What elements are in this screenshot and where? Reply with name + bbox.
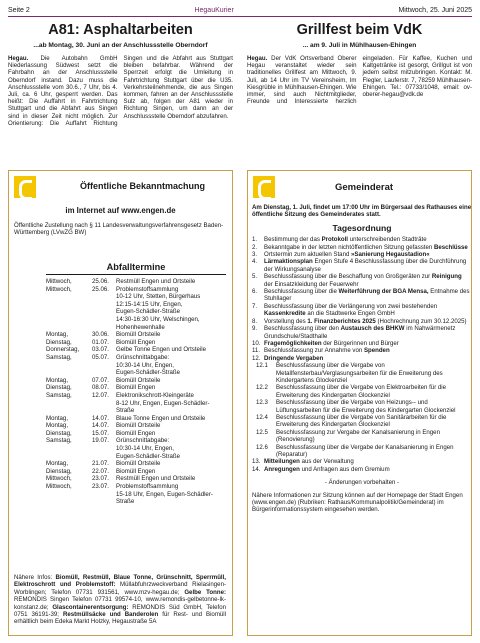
header-rule bbox=[8, 16, 472, 17]
agenda-item bbox=[252, 325, 472, 340]
agenda-item-keyword: Beschlüsse bbox=[433, 243, 468, 251]
waste-row-service: 15-18 Uhr, Engen, Eugen-Schädler-Straße bbox=[116, 490, 213, 506]
waste-row bbox=[46, 308, 226, 316]
agenda-item-keyword: Anregungen bbox=[264, 465, 300, 473]
waste-row-day: Dienstag, bbox=[46, 429, 72, 437]
article-a81-lead: Hegau. bbox=[8, 55, 29, 62]
agenda-item-text-pre: Beschlussfassung zur Annahme von bbox=[264, 347, 364, 355]
waste-row-day bbox=[46, 369, 92, 377]
agenda-item bbox=[252, 273, 472, 288]
waste-row bbox=[46, 460, 226, 468]
waste-row-date bbox=[92, 301, 116, 309]
agenda-item-text-post: unterschreibenden Stadträte bbox=[348, 236, 427, 244]
waste-row bbox=[46, 430, 226, 438]
waste-row-service: Blaue Tonne Engen und Ortsteile bbox=[116, 414, 206, 422]
waste-notes-bold1: Biomüll, Restmüll, Blaue Tonne, Grünschnitt, Sperrmüll, Elektroschrott und Problemstoff: bbox=[14, 574, 226, 589]
waste-row bbox=[46, 437, 226, 445]
waste-row bbox=[46, 286, 226, 294]
agenda-item-keyword: Kassenkredite bbox=[264, 310, 306, 318]
agenda-item bbox=[252, 466, 472, 473]
waste-row-date bbox=[92, 400, 116, 415]
agenda-item-text-post: an die Stadtwerke Engen GmbH bbox=[305, 310, 395, 318]
waste-row-date: 14.07. bbox=[92, 422, 109, 430]
agenda-title: Tagesordnung bbox=[332, 222, 392, 233]
council-footer: Nähere Informationen zur Sitzung können auf der Homepage der Stadt Engen (www.engen.de) (Rubriken: Rathaus/Kommunalpolitik/Gemeinderat) im Bürgerinformationssystem eingesehen werden. bbox=[252, 491, 463, 514]
waste-row-day bbox=[46, 324, 92, 332]
waste-row-service: Problemstoffsammlung bbox=[116, 483, 179, 491]
agenda-item-text-post: aus der Verwaltung bbox=[299, 458, 354, 466]
waste-row-service: Grünschnittabgabe: bbox=[116, 353, 170, 361]
waste-row-day: Mittwoch, bbox=[46, 285, 72, 293]
agenda-item bbox=[252, 318, 472, 325]
waste-row-date: 19.07. bbox=[92, 437, 109, 445]
agenda-subitem bbox=[252, 384, 472, 399]
waste-row-service: Biomüll Ortsteile bbox=[116, 331, 161, 339]
agenda-item-number: 13. bbox=[252, 458, 261, 466]
council-title: Gemeinderat bbox=[335, 182, 394, 193]
waste-row bbox=[46, 293, 226, 301]
waste-row-day bbox=[46, 308, 92, 316]
council-intro: Am Dienstag, 1. Juli, findet um 17:00 Uhr im Bürgersaal des Rathauses eine öffentliche Sitzung des Gemeinderates statt. bbox=[252, 204, 472, 219]
waste-row bbox=[46, 362, 226, 370]
agenda-item-text bbox=[264, 347, 472, 354]
waste-row bbox=[46, 331, 226, 339]
agenda-item-number: 3. bbox=[252, 251, 258, 259]
waste-row-date: 22.07. bbox=[92, 467, 109, 475]
agenda-subitem-text: Beschlussfassung über die Vergabe von Heizungs-- und Lüftungsarbeiten für die Erweiterung des Kindergarten Glockenziel bbox=[276, 399, 456, 414]
newspaper-name: HegauKurier bbox=[194, 6, 234, 14]
waste-row-day bbox=[46, 316, 92, 324]
agenda-item-text bbox=[264, 258, 472, 273]
waste-row-day: Montag, bbox=[46, 376, 69, 384]
waste-notes-bold2: Gelbe Tonne: bbox=[184, 588, 227, 596]
waste-row bbox=[46, 377, 226, 385]
agenda-item-text-pre: Beschlussfassung über die Verlängerung von zwei bestehenden bbox=[264, 302, 438, 310]
agenda-item-keyword: Dringende Vergaben bbox=[264, 354, 324, 362]
agenda-item bbox=[252, 347, 472, 354]
waste-row-service: Biomüll Engen bbox=[116, 467, 156, 475]
agenda-item-text bbox=[264, 325, 472, 340]
waste-notes-label: Nähere Infos: bbox=[14, 574, 56, 581]
waste-row-service: 10:30-14 Uhr, Engen, bbox=[116, 445, 174, 453]
waste-row-date: 07.07. bbox=[92, 376, 109, 384]
waste-row-date bbox=[92, 491, 116, 506]
waste-row bbox=[46, 301, 226, 309]
article-a81-subtitle: ...ab Montag, 30. Juni an der Anschlussstelle Oberndorf bbox=[33, 42, 208, 49]
agenda-subitem-number: 12.1 bbox=[256, 362, 268, 370]
agenda-item-text bbox=[264, 303, 472, 318]
agenda-item-keyword: Lärmaktionsplan bbox=[264, 258, 313, 266]
waste-row-day: Mittwoch, bbox=[46, 278, 72, 285]
agenda-item-keyword: Weiterführung der BGA Mensa, bbox=[338, 288, 429, 296]
agenda-subitem-text: Beschlussfassung über die Vergabe von Elektroarbeiten für die Erweiterung des Kindergarten Glockenziel bbox=[276, 384, 447, 399]
waste-row-service: 10:30-14 Uhr, Engen, bbox=[116, 361, 174, 369]
agenda-item-number: 2. bbox=[252, 243, 258, 251]
waste-row-day: Dienstag, bbox=[46, 338, 72, 346]
waste-row-date bbox=[92, 362, 116, 370]
agenda-item-text-post: und Anfragen aus dem Gremium bbox=[299, 465, 390, 473]
agenda-item-number: 6. bbox=[252, 288, 258, 296]
agenda-subitem-number: 12.6 bbox=[256, 443, 268, 451]
agenda-item-number: 8. bbox=[252, 317, 258, 325]
waste-row-day bbox=[46, 491, 92, 506]
agenda-item-text bbox=[264, 340, 472, 347]
waste-row-day: Montag, bbox=[46, 422, 69, 430]
waste-row bbox=[46, 384, 226, 392]
waste-notes bbox=[14, 574, 226, 626]
agenda-item-text bbox=[264, 273, 472, 288]
agenda-list bbox=[252, 236, 472, 473]
engen-logo-icon-right bbox=[253, 176, 275, 198]
waste-row-date: 25.06. bbox=[92, 285, 109, 293]
waste-row bbox=[46, 339, 226, 347]
agenda-item bbox=[252, 258, 472, 273]
agenda-subitem-text: Beschlussfassung zur Vergabe der Kanalsanierung in Engen (Renovierung) bbox=[276, 428, 440, 444]
waste-row-day: Dienstag, bbox=[46, 384, 72, 392]
waste-row-service: Eugen-Schädler-Straße bbox=[116, 452, 181, 460]
waste-row bbox=[46, 316, 226, 324]
agenda-item-text-post: Entnahme des Stuhllager bbox=[264, 288, 470, 303]
agenda-item-number: 9. bbox=[252, 325, 258, 333]
agenda-item-text bbox=[264, 244, 472, 251]
article-a81 bbox=[8, 22, 233, 127]
waste-row-service: Biomüll Engen bbox=[116, 384, 156, 392]
agenda-subitem-number: 12.5 bbox=[256, 428, 268, 436]
waste-row-date bbox=[92, 316, 116, 324]
agenda-item bbox=[252, 236, 472, 243]
waste-row-date bbox=[92, 324, 116, 332]
article-vdk-title: Grillfest beim VdK bbox=[296, 22, 423, 38]
waste-row-service: Biomüll Ortsteile bbox=[116, 376, 161, 384]
waste-schedule-title: Abfalltermine bbox=[46, 262, 226, 275]
agenda-item bbox=[252, 355, 472, 362]
waste-notes-text4: für Rest- und Biomüll erhältlich beim Edeka Markt Holzky, Hegaustraße 5A bbox=[14, 611, 226, 626]
agenda-item-keyword: Spenden bbox=[363, 347, 390, 355]
waste-row-day: Montag, bbox=[46, 414, 69, 422]
waste-row-service: Problemstoffsammlung bbox=[116, 285, 179, 293]
waste-notes-bold4: Restmüllsäcke und Banderolen bbox=[62, 611, 159, 619]
waste-schedule bbox=[46, 262, 226, 506]
waste-notes-text3: REMONDIS Süd GmbH, Telefon 0751 36191-39; bbox=[14, 603, 227, 619]
waste-row bbox=[46, 491, 226, 506]
waste-row-service: Eugen-Schädler-Straße bbox=[116, 369, 181, 377]
notice-title: Öffentliche Bekanntmachung bbox=[80, 181, 206, 191]
article-vdk bbox=[247, 22, 472, 105]
agenda-item-text-pre: Bekanntgabe in der letzten nichtöffentlichen Sitzung gefassten bbox=[264, 243, 434, 251]
waste-row-day: Montag, bbox=[46, 460, 69, 468]
agenda-item bbox=[252, 458, 472, 465]
waste-row-service: Restmüll Engen und Ortsteile bbox=[116, 278, 196, 285]
waste-row-day bbox=[46, 445, 92, 453]
waste-row-date: 30.06. bbox=[92, 331, 109, 339]
waste-row bbox=[46, 354, 226, 362]
waste-row-date bbox=[92, 293, 116, 301]
waste-row-date: 21.07. bbox=[92, 460, 109, 468]
waste-row-date: 23.07. bbox=[92, 475, 109, 483]
agenda-item-text-pre: Beschlussfassung über den bbox=[264, 325, 341, 333]
waste-row-day bbox=[46, 453, 92, 461]
waste-row-service: 10-12 Uhr, Stetten, Bürgerhaus bbox=[116, 293, 201, 301]
agenda-item-number: 14. bbox=[252, 465, 261, 473]
article-a81-body bbox=[8, 55, 233, 127]
waste-row-date: 08.07. bbox=[92, 384, 109, 392]
waste-row-service: 14:30-16:30 Uhr, Welschingen, bbox=[116, 315, 200, 323]
waste-row bbox=[46, 369, 226, 377]
agenda-subitem-text: Beschlussfassung über die Vergabe von Metallfensterbau/Verglasungsarbeiten für die Erweiterung des Kindergartens Glockenziel bbox=[276, 362, 443, 384]
waste-notes-bold3: Glascontainerentsorgung: bbox=[52, 603, 129, 611]
waste-row-day: Montag, bbox=[46, 331, 69, 339]
article-vdk-lead: Hegau. bbox=[247, 55, 268, 62]
agenda-subitem-number: 12.3 bbox=[256, 399, 268, 407]
waste-row-service: Biomüll Ortsteile bbox=[116, 422, 161, 430]
waste-row-service: 8-12 Uhr, Engen, Eugen-Schädler-Straße bbox=[116, 399, 210, 415]
waste-row-day: Samstag, bbox=[46, 353, 72, 361]
waste-row-date: 15.07. bbox=[92, 429, 109, 437]
agenda-item-text-pre: Beschlussfassung über die Beschaffung von Großgeräten zur bbox=[264, 273, 432, 281]
waste-row bbox=[46, 468, 226, 476]
agenda-item bbox=[252, 303, 472, 318]
changes-note: - Änderungen vorbehalten - bbox=[324, 479, 400, 487]
waste-row bbox=[46, 392, 226, 400]
waste-row bbox=[46, 324, 226, 332]
agenda-item bbox=[252, 288, 472, 303]
agenda-item-keyword: Reinigung bbox=[431, 273, 462, 281]
waste-row-day: Samstag, bbox=[46, 391, 72, 399]
agenda-item-text-pre: Beschlussfassung über die bbox=[264, 288, 339, 296]
waste-row bbox=[46, 483, 226, 491]
agenda-item-keyword: Protokoll bbox=[321, 236, 349, 244]
article-a81-title: A81: Asphaltarbeiten bbox=[48, 22, 193, 38]
waste-row-date: 12.07. bbox=[92, 391, 109, 399]
waste-row-day bbox=[46, 293, 92, 301]
waste-row-service: Eugen-Schädler-Straße bbox=[116, 308, 181, 316]
agenda-subitem-number: 12.4 bbox=[256, 413, 268, 421]
agenda-item-text-post: Engen Stufe 4 Beschlussfassung über die Durchführung der Wirkungsanalyse bbox=[264, 258, 467, 273]
waste-row-service: Biomüll Engen bbox=[116, 429, 156, 437]
waste-row-date bbox=[92, 445, 116, 453]
agenda-item-number: 10. bbox=[252, 339, 261, 347]
agenda-subitem bbox=[252, 362, 472, 384]
waste-row-service: Biomüll Ortsteile bbox=[116, 460, 161, 468]
waste-row-day: Dienstag, bbox=[46, 467, 72, 475]
agenda-item-text bbox=[264, 466, 472, 473]
waste-row bbox=[46, 475, 226, 483]
waste-row-day bbox=[46, 400, 92, 415]
agenda-item-number: 12. bbox=[252, 354, 261, 362]
agenda-item-text-post: der Einsatzkleidung der Feuerwehr bbox=[264, 280, 359, 288]
article-vdk-text: Der VdK Ortsverband Oberer Hegau veranstaltet wieder sein traditionelles Grillfest am Mittwoch, 9. Juli, ab 14 Uhr im TV Vereinsheim, Im Kiesgrüble in Mühlhausen-Ehingen. Wie immer, sind auch Nichtmitglieder, Freunde und Interessierte herzlich eingeladen. Für Kaffee, Kuchen und Kaltgetränke ist gesorgt, Grillgut ist von jedem selbst mitzubringen. Kontakt: M. Flegler, Lauferstr. 7, 78259 Mühlhausen-Ehingen. Tel.: 07733/1048, email: ov-oberer-hegau@vdk.de bbox=[247, 55, 472, 106]
waste-row-day: Mittwoch, bbox=[46, 475, 72, 483]
waste-row-date: 14.07. bbox=[92, 414, 109, 422]
waste-row-service: Grünschnittabgabe: bbox=[116, 437, 170, 445]
agenda-item-text bbox=[264, 318, 472, 325]
waste-row bbox=[46, 400, 226, 415]
waste-row-date: 01.07. bbox=[92, 338, 109, 346]
article-vdk-subtitle: ... am 9. Juli in Mühlhausen-Ehingen bbox=[302, 42, 417, 49]
waste-row-service: Elektronikschrott-Kleingeräte bbox=[116, 391, 194, 399]
agenda-subitem-text: Beschlussfassung über die Vergabe von Sanitärarbeiten für die Erweiterung des Kindergarten Glockenziel bbox=[276, 413, 447, 429]
waste-row-date: 23.07. bbox=[92, 483, 109, 491]
waste-row-day: Samstag, bbox=[46, 437, 72, 445]
agenda-item-keyword: »Sanierung Hegaustadion« bbox=[351, 251, 430, 259]
notice-subtitle: im Internet auf www.engen.de bbox=[65, 206, 176, 215]
waste-row-service: Biomüll Engen bbox=[116, 338, 156, 346]
agenda-subitem-text: Beschlussfassung über die Vergabe der Kanalsanierung in Engen (Reparatur) bbox=[276, 443, 454, 458]
agenda-item-keyword: 1. Finanzberichtes 2025 bbox=[307, 317, 376, 325]
agenda-item-text bbox=[264, 355, 472, 362]
agenda-item-text-post: der Bürgerinnen und Bürger bbox=[321, 339, 399, 347]
agenda-item-number: 5. bbox=[252, 273, 258, 281]
waste-row-day bbox=[46, 362, 92, 370]
article-vdk-body bbox=[247, 55, 472, 105]
agenda-item-keyword: Austausch des BHKW bbox=[340, 325, 405, 333]
agenda-item-number: 4. bbox=[252, 258, 258, 266]
waste-row-date: 03.07. bbox=[92, 346, 109, 354]
waste-row-service: Gelbe Tonne Engen und Ortsteile bbox=[116, 346, 207, 354]
agenda-item bbox=[252, 244, 472, 251]
agenda-subitem bbox=[252, 399, 472, 414]
waste-row-day bbox=[46, 301, 92, 309]
agenda-item bbox=[252, 340, 472, 347]
waste-row bbox=[46, 453, 226, 461]
waste-row-date: 25.06. bbox=[92, 278, 109, 285]
agenda-item-text bbox=[264, 236, 472, 243]
waste-row-date bbox=[92, 308, 116, 316]
agenda-item-text bbox=[264, 288, 472, 303]
waste-row bbox=[46, 422, 226, 430]
agenda-item bbox=[252, 251, 472, 258]
agenda-item-number: 11. bbox=[252, 347, 261, 355]
agenda-subitem-number: 12.2 bbox=[256, 384, 268, 392]
agenda-item-number: 1. bbox=[252, 236, 258, 244]
agenda-item-number: 7. bbox=[252, 302, 258, 310]
agenda-item-text-pre: Bestimmung der das bbox=[264, 236, 322, 244]
waste-row-day: Mittwoch, bbox=[46, 483, 72, 491]
agenda-item-text-post: (Hochrechnung zum 30.12.2025) bbox=[375, 317, 467, 325]
waste-row bbox=[46, 445, 226, 453]
agenda-item-text-post: im Nahwärmenetz Grundschule/Stadthalle bbox=[264, 325, 456, 340]
issue-date: Mittwoch, 25. Juni 2025 bbox=[398, 6, 472, 14]
page-header bbox=[8, 4, 472, 16]
waste-row bbox=[46, 415, 226, 423]
agenda-item-text-pre: Vorstellung des bbox=[264, 317, 308, 325]
waste-row-date bbox=[92, 369, 116, 377]
waste-row-date: 05.07. bbox=[92, 353, 109, 361]
waste-row-service: Restmüll Engen und Ortsteile bbox=[116, 475, 196, 483]
agenda-item-keyword: Mitteilungen bbox=[264, 458, 300, 466]
agenda-item-text bbox=[264, 251, 472, 258]
agenda-item-keyword: Fragemöglichkeiten bbox=[264, 339, 322, 347]
waste-notes-text2: REMONDIS Singen Telefon 07731 99574-10, www.remondis-gelbetonne-lk-konstanz.de; bbox=[14, 596, 226, 611]
waste-row-service: Hohenhewenhalle bbox=[116, 323, 165, 331]
agenda-item-text bbox=[264, 458, 472, 465]
page-number: Seite 2 bbox=[8, 6, 30, 14]
notice-text: Öffentliche Zustellung nach § 11 Landesverwaltungsverfahrensgesetz Baden-Württemberg (LVwZG BW) bbox=[14, 222, 224, 237]
article-a81-text: Die Autobahn GmbH Niederlassung Südwest setzt die Fahrbahn an der Anschlussstelle Oberndorf instand. Dazu muss die Anschlussstelle vom 30.6., 7 Uhr, bis 4. Juli, ca. 6 Uhr, gesperrt werden. Das heißt: Die Auffahrt in Fahrtrichtung Stuttgart und die Abfahrt aus Singen sind in dieser Zeit nicht möglich. Zur Orientierung: Die Auffahrt Richtung Singen und die Abfahrt aus Stuttgart bleiben befahrbar. Während der Sperrzeit erfolgt die Umleitung in Fahrtrichtung Stuttgart über die U35. Verkehrsteilnehmende, die aus Singen kommen, fahren an der Anschlussstelle Sulz ab, folgen der A81 wieder in Richtung Singen, um dann an der Anschlussstelle Oberndorf abzufahren. bbox=[8, 55, 233, 127]
agenda-subitem bbox=[252, 414, 472, 429]
waste-row-day: Donnerstag, bbox=[46, 346, 80, 354]
waste-row-service: 12:15-14:15 Uhr, Engen, bbox=[116, 300, 183, 308]
waste-row-date bbox=[92, 453, 116, 461]
engen-logo-icon bbox=[14, 176, 36, 198]
agenda-item-text-pre: Ortstermin zum aktuellen Stand bbox=[264, 251, 352, 259]
waste-schedule-rows bbox=[46, 278, 226, 506]
agenda-subitem bbox=[252, 444, 472, 459]
agenda-subitem bbox=[252, 429, 472, 444]
waste-row bbox=[46, 278, 226, 286]
council-notice bbox=[252, 204, 472, 514]
waste-notes-text1: Müllabfuhrzweckverband Rielasingen-Worblingen; Telefon 07731 931561, www.mzv-hegau.de; bbox=[14, 581, 226, 596]
waste-row bbox=[46, 346, 226, 354]
